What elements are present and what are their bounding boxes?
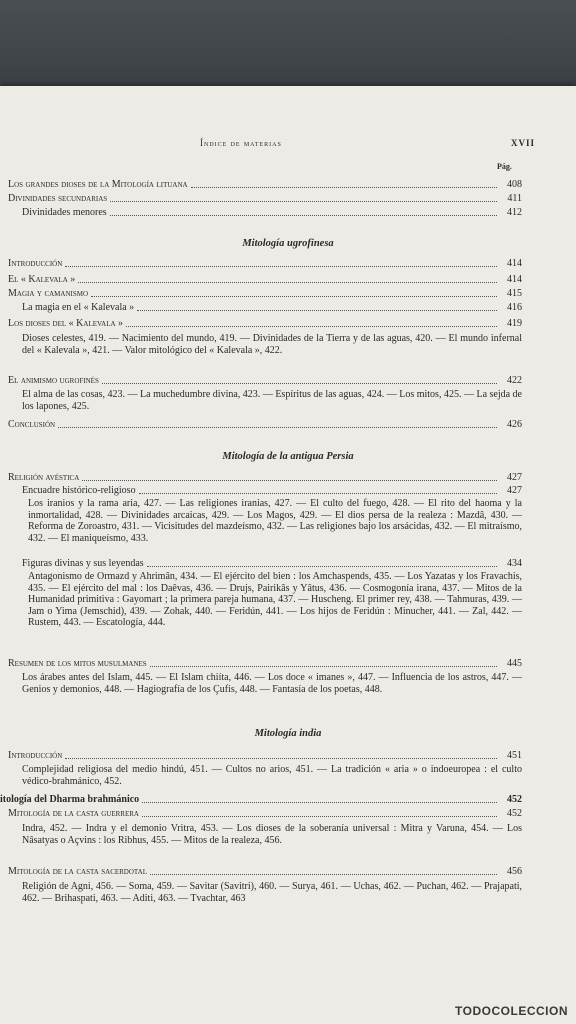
toc-subtopics: Complejidad religiosa del medio hindú, 451. — Cultos no arios, 451. — La tradición « aria » o indoeuropea : el culto védico-brahmánico, 452. [22,764,522,787]
watermark-logo: TODOCOLECCION [455,1004,568,1018]
section-heading: Mitología ugrofinesa [242,238,334,249]
toc-entry: Divinidades secundarias 411 [8,193,522,204]
section-heading: Mitología de la antigua Persia [222,451,354,462]
toc-entry: Encuadre histórico-religioso 427 [22,485,522,496]
toc-entry: Divinidades menores 412 [22,207,522,218]
toc-entry: Mitología de la casta guerrera 452 [8,808,522,819]
page-column-label: Pág. [497,162,512,171]
toc-entry: Los grandes dioses de la Mitología lituana 408 [8,179,522,190]
toc-entry: Religión avéstica 427 [8,472,522,483]
toc-subtopics: El alma de las cosas, 423. — La muchedumbre divina, 423. — Espíritus de las aguas, 424. — Los mitos, 425. — La sejda de los lapones, 425. [22,389,522,412]
toc-subtopics: Indra, 452. — Indra y el demonio Vritra, 453. — Los dioses de la soberanía universal : Mitra y Varuna, 454. — Los Nâsatyas o Açvins : los Ribhus, 455. — Mitos de la realeza, 456. [22,823,522,846]
book-page [0,86,576,1024]
toc-subtopics: Los árabes antes del Islam, 445. — El Islam chiíta, 446. — Los doce « imanes », 447. — Influencia de los astros, 447. — Genios y demonios, 448. — Hagiografía de los Çufis, 448. — Fantasía de los poetas, 448. [22,672,522,695]
toc-entry: Los dioses del « Kalevala » 419 [8,318,522,329]
toc-entry: Resumen de los mitos musulmanes 445 [8,658,522,669]
toc-subtopics: Dioses celestes, 419. — Nacimiento del mundo, 419. — Divinidades de la Tierra y de las aguas, 420. — El mundo infernal del « Kalevala », 421. — Valor mitológico del « Kalevala », 422. [22,333,522,356]
toc-entry: Conclusión 426 [8,419,522,430]
toc-subtopics: Religión de Agni, 456. — Soma, 459. — Savitar (Savitri), 460. — Surya, 461. — Uchas, 462. — Puchan, 462. — Prajapati, 462. — Brihaspati, 463. — Aditi, 463. — Tvachtar, 463 [22,881,522,904]
toc-subtopics: Antagonismo de Ormazd y Ahrimân, 434. — El ejército del bien : los Amchaspends, 435. — Los Yazatas y los Fravachis, 435. — El ejército del mal : los Daêvas, 436. — Drujs, Pairikâs y Yâtus, 436. — Cosmogonía irana, 437. — Mitos de la Humanidad primitiva : Gayomart ; la primera pareja humana, 437. — Huscheng. El primer rey, 438. — Tahmuras, 439. — Jam o Yima (Jemschid), 439. — Zohak, 440. — Feridún, 441. — Los hijos de Feridún : Minucher, 441. — Zal, 442. — Rustem, 443. — Escatología, 444. [28,571,522,629]
toc-entry: itología del Dharma brahmánico 452 [0,794,522,805]
toc-entry: La magia en el « Kalevala » 416 [22,302,522,313]
background-desk [0,0,576,92]
toc-subtopics: Los iranios y la rama aria, 427. — Las religiones iranias, 427. — El culto del fuego, 428. — El rito del haoma y la inmortalidad, 428. — Divinidades arcaicas, 429. — Los Magos, 429. — El dios persa de la realeza : Mazdâ, 430. — Reforma de Zoroastro, 431. — Vicisitudes del mazdeísmo, 432. — Las religiones bajo los arsácidas, 432. — El mitraísmo, 432. — El maniqueísmo, 433. [28,498,522,544]
toc-entry: Figuras divinas y sus leyendas 434 [22,558,522,569]
toc-entry: El « Kalevala » 414 [8,274,522,285]
toc-entry: Introducción 451 [8,750,522,761]
toc-entry: El animismo ugrofinés 422 [8,375,522,386]
toc-entry: Magia y camanismo 415 [8,288,522,299]
toc-entry: Mitología de la casta sacerdotal 456 [8,866,522,877]
section-heading: Mitología india [254,728,322,739]
header-page-number: XVII [511,138,536,148]
toc-entry: Introducción 414 [8,258,522,269]
header-title: Índice de materias [200,138,282,148]
